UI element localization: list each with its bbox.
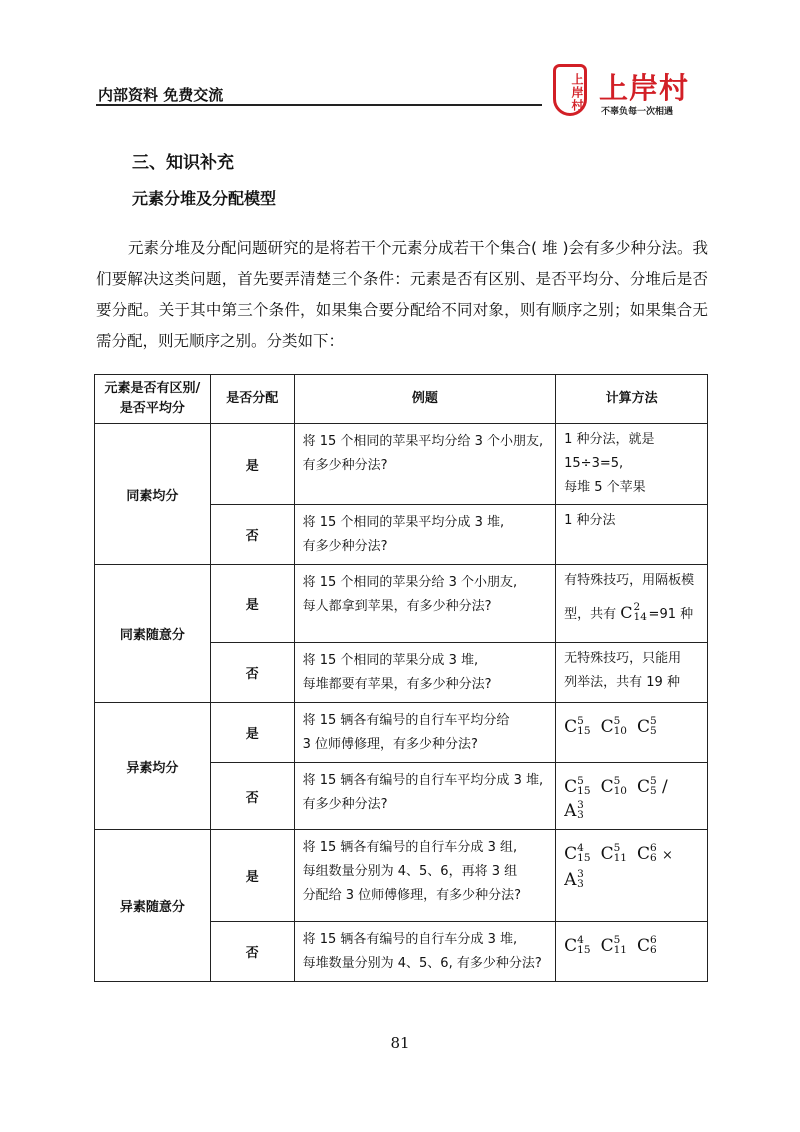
- method-cell: 1 种分法，就是 15÷3=5, 每堆 5 个苹果: [556, 424, 708, 505]
- example-cell: 将 15 辆各有编号的自行车分成 3 组, 每组数量分别为 4、5、6，再将 3 组 分配给 3 位师傅修理，有多少种分法?: [294, 830, 556, 922]
- method-cell: [556, 703, 708, 763]
- method-cell: [556, 830, 708, 922]
- example-cell: 将 15 个相同的苹果平均分成 3 堆, 有多少种分法?: [294, 505, 556, 565]
- table-row: [95, 565, 708, 643]
- distribute-cell: 是: [210, 703, 294, 763]
- distribute-cell: 否: [210, 763, 294, 830]
- classification-table: [94, 374, 708, 982]
- table-header-row: [95, 375, 708, 424]
- category-cell: 同素随意分: [95, 565, 211, 703]
- method-cell: [556, 763, 708, 830]
- category-cell: 同素均分: [95, 424, 211, 565]
- method-cell: 无特殊技巧，只能用 列举法，共有 19 种: [556, 643, 708, 703]
- distribute-cell: 否: [210, 922, 294, 982]
- example-cell: 将 15 个相同的苹果分成 3 堆, 每堆都要有苹果，有多少种分法?: [294, 643, 556, 703]
- distribute-cell: 是: [210, 424, 294, 505]
- header-example: 例题: [294, 375, 556, 424]
- section-title: 三、知识补充: [132, 153, 234, 173]
- example-cell: 将 15 辆各有编号的自行车分成 3 堆, 每堆数量分别为 4、5、6, 有多少种分法?: [294, 922, 556, 982]
- logo-seal: 上岸村: [553, 64, 587, 116]
- table-row: [95, 830, 708, 922]
- sub-title: 元素分堆及分配模型: [132, 189, 277, 208]
- formula-c15-5-c10-5-c5-5: C 5 15 C 5 10 C 5 5: [564, 715, 657, 737]
- table-row: [95, 703, 708, 763]
- header-text: 内部资料 免费交流: [98, 86, 224, 104]
- category-cell: 异素均分: [95, 703, 211, 830]
- method-cell: 1 种分法: [556, 505, 708, 565]
- distribute-cell: 是: [210, 830, 294, 922]
- formula-c15-4-c11-5-c6-6: C 4 15 C 5 11 C 6 6: [564, 934, 657, 956]
- logo-slogan: 不辜负每一次相遇: [601, 107, 674, 117]
- intro-paragraph: 元素分堆及分配问题研究的是将若干个元素分成若干个集合( 堆 )会有多少种分法。我们要解决这类问题，首先要弄清楚三个条件：元素是否有区别、是否平均分、分堆后是否要分配。关于其中第三个条件，如果集合要分配给不同对象，则有顺序之别；如果集合无需分配，则无顺序之别。分类如下：: [96, 239, 708, 350]
- category-cell: 异素随意分: [95, 830, 211, 982]
- distribute-cell: 是: [210, 565, 294, 643]
- header-distribute: 是否分配: [210, 375, 294, 424]
- table-row: [95, 424, 708, 505]
- page-number: 81: [390, 1034, 410, 1052]
- example-cell: 将 15 个相同的苹果平均分给 3 个小朋友, 有多少种分法?: [294, 424, 556, 505]
- example-cell: 将 15 辆各有编号的自行车平均分给 3 位师傅修理，有多少种分法?: [294, 703, 556, 763]
- method-cell: [556, 922, 708, 982]
- logo-brand: 上岸村: [599, 71, 690, 105]
- header-rule: [96, 104, 542, 106]
- logo: [553, 64, 703, 120]
- method-cell: 有特殊技巧，用隔板模 型，共有 C 2 14 =91 种: [556, 565, 708, 643]
- formula-c14-2: C 2 14: [620, 601, 647, 623]
- formula-c15-5-c10-5-c5-5-div-a3-3: C 5 15 C 5 10 C 5 5 / A 3 3: [564, 775, 668, 821]
- distribute-cell: 否: [210, 505, 294, 565]
- example-cell: 将 15 辆各有编号的自行车平均分成 3 堆, 有多少种分法?: [294, 763, 556, 830]
- example-cell: 将 15 个相同的苹果分给 3 个小朋友, 每人都拿到苹果，有多少种分法?: [294, 565, 556, 643]
- distribute-cell: 否: [210, 643, 294, 703]
- header-distinction: 元素是否有区别/ 是否平均分: [95, 375, 211, 424]
- formula-c15-4-c11-5-c6-6-times-a3-3: C 4 15 C 5 11 C 6 6 × A 3 3: [564, 842, 673, 890]
- header-method: 计算方法: [556, 375, 708, 424]
